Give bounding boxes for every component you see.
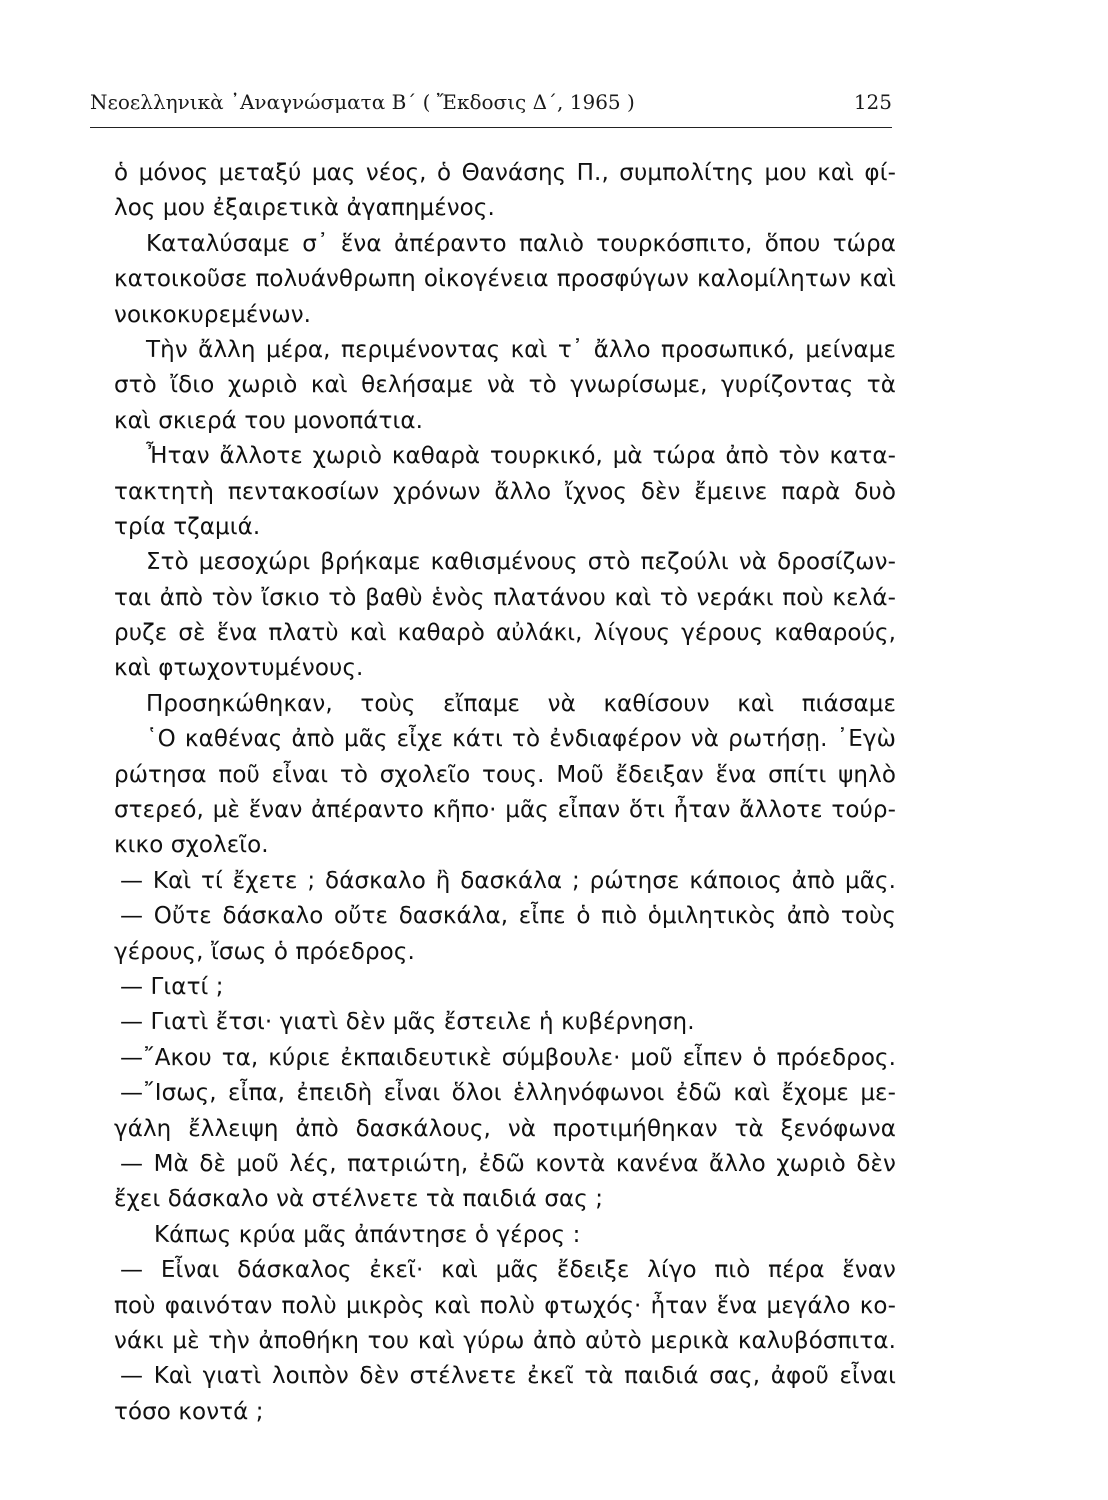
text-line: νάκι μὲ τὴν ἀποθήκη του καὶ γύρω ἀπὸ αὐτὸ μερικὰ καλυβόσπιτα. (114, 1327, 896, 1354)
body-text (114, 156, 896, 1430)
text-line: — Γιατὶ ἔτσι· γιατὶ δὲν μᾶς ἔστειλε ἡ κυβέρνηση. (120, 1009, 695, 1036)
text-line: κικο σχολεῖο. (114, 832, 269, 859)
text-line: Τὴν ἄλλη μέρα, περιμένοντας καὶ τ᾿ ἄλλο προσωπικό, μείναμε (146, 336, 896, 363)
text-line: γάλη ἔλλειψη ἀπὸ δασκάλους, νὰ προτιμήθηκαν τὰ ξενόφωνα (114, 1115, 896, 1142)
text-line: ρώτησα ποῦ εἶναι τὸ σχολεῖο τους. Μοῦ ἔδειξαν ἕνα σπίτι ψηλὸ (114, 761, 896, 788)
text-line: ται ἀπὸ τὸν ἴσκιο τὸ βαθὺ ἑνὸς πλατάνου καὶ τὸ νεράκι ποὺ κελά- (114, 584, 896, 611)
text-line: ἔχει δάσκαλο νὰ στέλνετε τὰ παιδιά σας ; (114, 1186, 604, 1213)
text-line: —῎Ισως, εἶπα, ἐπειδὴ εἶναι ὅλοι ἑλληνόφωνοι ἐδῶ καὶ ἔχομε με- (120, 1080, 896, 1107)
text-line: ρυζε σὲ ἕνα πλατὺ καὶ καθαρὸ αὐλάκι, λίγους γέρους καθαρούς, (114, 620, 896, 647)
text-line: κατοικοῦσε πολυάνθρωπη οἰκογένεια προσφύγων καλομίλητων καὶ (114, 266, 896, 293)
text-line: Κάπως κρύα μᾶς ἀπάντησε ὁ γέρος : (154, 1221, 581, 1248)
book-title: Νεοελληνικὰ ᾿Αναγνώσματα Β΄ ( Ἔκδοσις Δ΄, 1965 ) (90, 90, 635, 114)
text-line: — Μὰ δὲ μοῦ λές, πατριώτη, ἐδῶ κοντὰ κανένα ἄλλο χωριὸ δὲν (120, 1150, 896, 1177)
text-line: καὶ σκιερά του μονοπάτια. (114, 407, 424, 434)
text-line: ποὺ φαινόταν πολὺ μικρὸς καὶ πολὺ φτωχός· ἦταν ἕνα μεγάλο κο- (114, 1292, 896, 1319)
text-line: στερεό, μὲ ἕναν ἀπέραντο κῆπο· μᾶς εἶπαν ὅτι ἦταν ἄλλοτε τούρ- (114, 797, 896, 824)
page-number: 125 (853, 90, 892, 114)
text-line: ὁ μόνος μεταξύ μας νέος, ὁ Θανάσης Π., συμπολίτης μου καὶ φί- (114, 160, 896, 186)
text-line: γέρους, ἴσως ὁ πρόεδρος. (114, 938, 415, 965)
text-line: Καταλύσαμε σ᾿ ἕνα ἀπέραντο παλιὸ τουρκόσπιτο, ὅπου τώρα (146, 230, 896, 257)
text-line: — Γιατί ; (120, 973, 224, 1000)
text-line: τόσο κοντά ; (114, 1398, 264, 1425)
text-line: — Εἶναι δάσκαλος ἐκεῖ· καὶ μᾶς ἔδειξε λίγο πιὸ πέρα ἕναν (120, 1257, 896, 1284)
text-line: —῎Ακου τα, κύριε ἐκπαιδευτικὲ σύμβουλε· μοῦ εἶπεν ὁ πρόεδρος. (120, 1044, 896, 1071)
text-line: Προσηκώθηκαν, τοὺς εἴπαμε νὰ καθίσουν καὶ πιάσαμε (146, 690, 896, 717)
text-line: λος μου ἐξαιρετικὰ ἀγαπημένος. (114, 195, 495, 222)
header-rule (90, 127, 892, 128)
text-line: Ἦταν ἄλλοτε χωριὸ καθαρὰ τουρκικό, μὰ τώρα ἀπὸ τὸν κατα- (146, 443, 896, 470)
text-line: Στὸ μεσοχώρι βρήκαμε καθισμένους στὸ πεζούλι νὰ δροσίζων- (146, 549, 896, 576)
text-line: στὸ ἴδιο χωριὸ καὶ θελήσαμε νὰ τὸ γνωρίσωμε, γυρίζοντας τὰ (114, 372, 896, 399)
text-line: — Οὔτε δάσκαλο οὔτε δασκάλα, εἶπε ὁ πιὸ ὁμιλητικὸς ἀπὸ τοὺς (120, 903, 896, 930)
text-line: — Καὶ γιατὶ λοιπὸν δὲν στέλνετε ἐκεῖ τὰ παιδιά σας, ἀφοῦ εἶναι (120, 1363, 896, 1390)
text-line: νοικοκυρεμένων. (114, 301, 312, 328)
text-line: ῾Ο καθένας ἀπὸ μᾶς εἶχε κάτι τὸ ἐνδιαφέρον νὰ ρωτήσῃ. ᾿Εγὼ (146, 726, 896, 753)
text-line: τρία τζαμιά. (114, 513, 261, 540)
text-line: τακτητὴ πεντακοσίων χρόνων ἄλλο ἴχνος δὲν ἔμεινε παρὰ δυὸ (114, 478, 896, 505)
text-line: καὶ φτωχοντυμένους. (114, 655, 364, 682)
text-line: — Καὶ τί ἔχετε ; δάσκαλο ἢ δασκάλα ; ρώτησε κάποιος ἀπὸ μᾶς. (120, 867, 896, 894)
